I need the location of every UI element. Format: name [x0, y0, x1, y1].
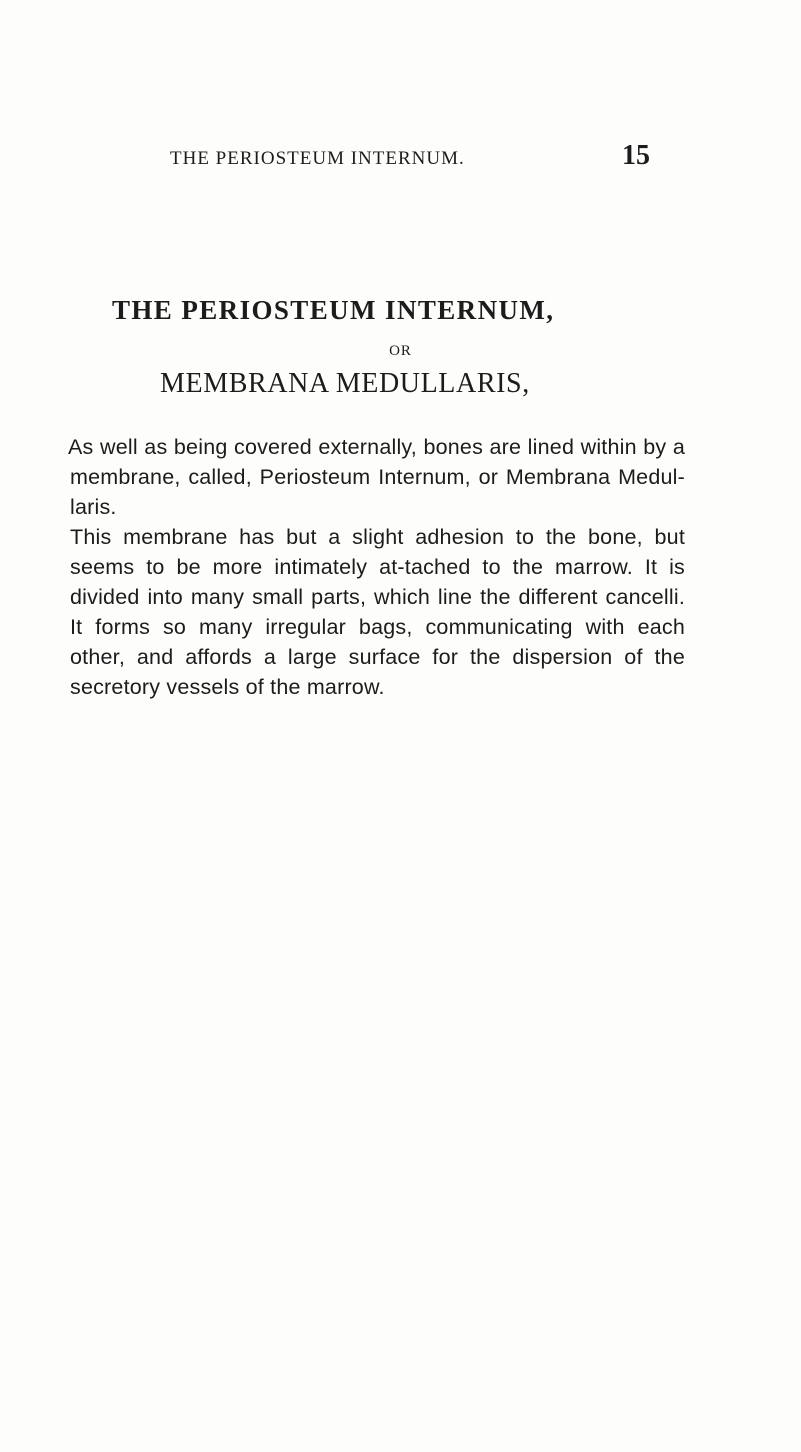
chapter-title: THE PERIOSTEUM INTERNUM, [112, 295, 555, 325]
title-conjunction: OR [389, 343, 412, 359]
body-text [70, 432, 685, 702]
paragraph-1: As well as being covered externally, bones are lined within by a membrane, called, Periosteum Internum, or Membrana Medul-laris. [68, 435, 685, 519]
running-head: THE PERIOSTEUM INTERNUM. [170, 148, 465, 169]
page-number: 15 [622, 140, 650, 171]
chapter-subtitle: MEMBRANA MEDULLARIS, [160, 368, 530, 399]
paragraph-2: This membrane has but a slight adhesion to the bone, but seems to be more intimately at-tached to the marrow. It is divided into many small parts, which line the different cancelli. It forms so many irregular bags, communicating with each other, and affords a large surface for the dispersion of the secretory vessels of the marrow. [70, 525, 685, 699]
